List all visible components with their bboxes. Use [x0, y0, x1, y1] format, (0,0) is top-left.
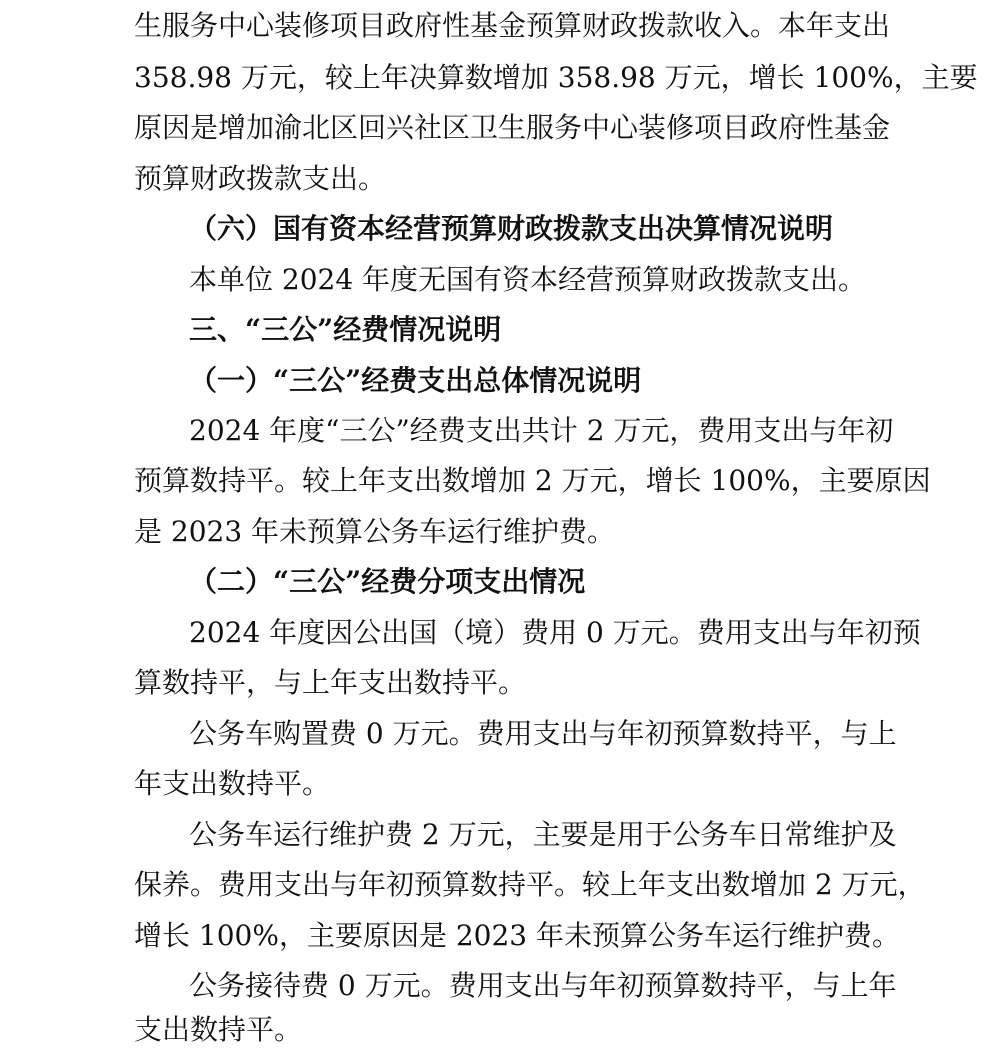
paragraph-line: 本单位 2024 年度无国有资本经营预算财政拨款支出。	[189, 263, 867, 296]
paragraph-line: 公务接待费 0 万元。费用支出与年初预算数持平，与上年	[189, 969, 897, 1002]
paragraph-line: 是 2023 年未预算公务车运行维护费。	[134, 515, 616, 548]
document-page	[134, 0, 978, 1056]
section-heading: （一）“三公”经费支出总体情况说明	[189, 364, 642, 397]
paragraph-line: 原因是增加渝北区回兴社区卫生服务中心装修项目政府性基金	[134, 111, 891, 144]
paragraph-line: 2024 年度因公出国（境）费用 0 万元。费用支出与年初预	[189, 616, 921, 649]
paragraph-line: 保养。费用支出与年初预算数持平。较上年支出数增加 2 万元，	[134, 868, 926, 901]
paragraph-line: 预算财政拨款支出。	[134, 162, 387, 195]
paragraph-line: 年支出数持平。	[134, 767, 331, 800]
paragraph-line: 预算数持平。较上年支出数增加 2 万元，增长 100%，主要原因	[134, 464, 931, 497]
paragraph-line: 358.98 万元，较上年决算数增加 358.98 万元，增长 100%，主要	[134, 61, 978, 94]
section-title: 三、“三公”经费情况说明	[189, 313, 502, 346]
section-heading: （六）国有资本经营预算财政拨款支出决算情况说明	[189, 212, 834, 245]
paragraph-line: 支出数持平。	[134, 1013, 303, 1046]
paragraph-line: 公务车运行维护费 2 万元，主要是用于公务车日常维护及	[189, 818, 897, 851]
paragraph-line: 增长 100%，主要原因是 2023 年未预算公务车运行维护费。	[134, 919, 901, 952]
paragraph-line: 生服务中心装修项目政府性基金预算财政拨款收入。本年支出	[134, 9, 891, 42]
paragraph-line: 2024 年度“三公”经费支出共计 2 万元，费用支出与年初	[189, 414, 894, 447]
section-heading: （二）“三公”经费分项支出情况	[189, 565, 586, 598]
paragraph-line: 算数持平，与上年支出数持平。	[134, 666, 527, 699]
paragraph-line: 公务车购置费 0 万元。费用支出与年初预算数持平，与上	[189, 717, 897, 750]
